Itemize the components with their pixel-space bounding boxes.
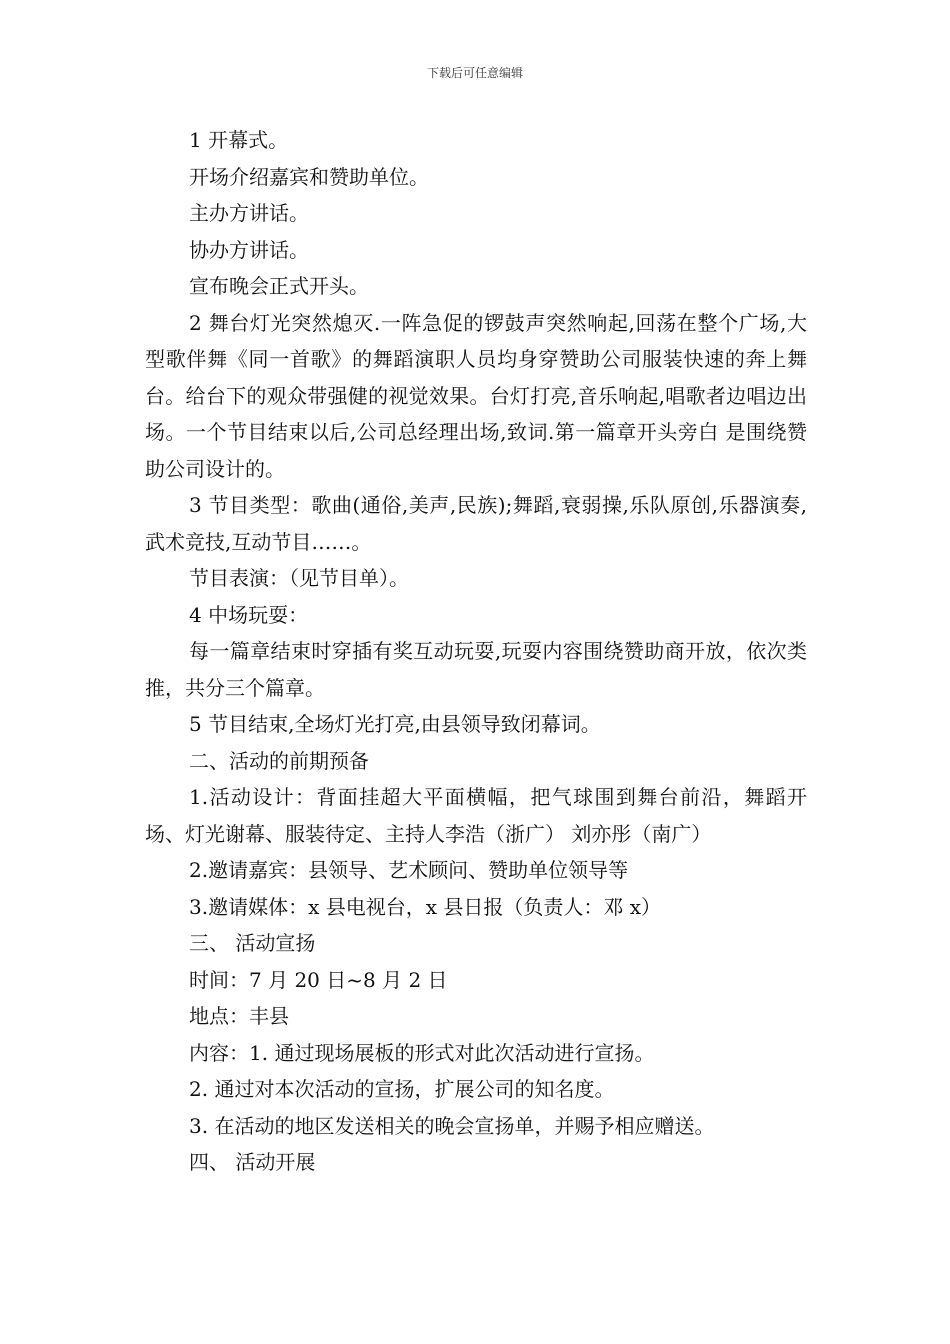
paragraph: 开场介绍嘉宾和赞助单位。: [189, 164, 429, 189]
paragraph: 5 节目结束,全场灯光打亮,由县领导致闭幕词。: [189, 712, 601, 736]
paragraph: 内容：1. 通过现场展板的形式对此次活动进行宣扬。: [189, 1040, 655, 1065]
paragraph: 协办方讲话。: [189, 237, 309, 262]
paragraph: 主办方讲话。: [189, 201, 309, 225]
paragraph: 4 中场玩耍：: [189, 602, 309, 627]
paragraph: 1.活动设计：背面挂超大平面横幅，把气球围到舞台前沿，舞蹈开场、灯光谢幕、服装待定、主持人李浩（浙广） 刘亦彤（南广）: [145, 785, 807, 846]
paragraph: 宣布晚会正式开头。: [189, 274, 369, 298]
page-header-note: 下载后可任意编辑: [426, 66, 523, 80]
paragraph: 3.邀请媒体：x 县电视台，x 县日报（负责人：邓 x）: [189, 894, 661, 919]
paragraph: 每一篇章结束时穿插有奖互动玩耍,玩耍内容围绕赞助商开放，依次类推，共分三个篇章。: [145, 639, 807, 700]
paragraph: 3. 在活动的地区发送相关的晚会宣扬单，并赐予相应赠送。: [189, 1113, 715, 1138]
document-body: [145, 122, 807, 1181]
section-heading: 二、活动的前期预备: [189, 748, 369, 773]
paragraph: 节目表演：（见节目单）。: [189, 566, 409, 590]
paragraph: 1 开幕式。: [189, 128, 289, 152]
paragraph: 3 节目类型：歌曲(通俗,美声,民族);舞蹈,衰弱操,乐队原创,乐器演奏,武术竞技,互动节目……。: [145, 493, 807, 554]
paragraph: 2. 通过对本次活动的宣扬，扩展公司的知名度。: [189, 1077, 615, 1101]
paragraph: 地点：丰县: [189, 1004, 289, 1028]
paragraph: 时间：7 月 20 日~8 月 2 日: [189, 967, 448, 992]
section-heading: 四、 活动开展: [189, 1150, 316, 1174]
paragraph: 2 舞台灯光突然熄灭.一阵急促的锣鼓声突然响起,回荡在整个广场,大型歌伴舞《同一首歌》的舞蹈演职人员均身穿赞助公司服装快速的奔上舞 台。给台下的观众带强健的视觉效果。台灯打亮,音乐响起,唱歌者边唱边出场。一个节目结束以后,公司总经理出场,致词.第一篇章开头旁白 是围绕赞助公司设计的。: [145, 310, 807, 481]
paragraph: 2.邀请嘉宾：县领导、艺术顾问、赞助单位领导等: [189, 858, 629, 882]
section-heading: 三、 活动宣扬: [189, 931, 316, 955]
